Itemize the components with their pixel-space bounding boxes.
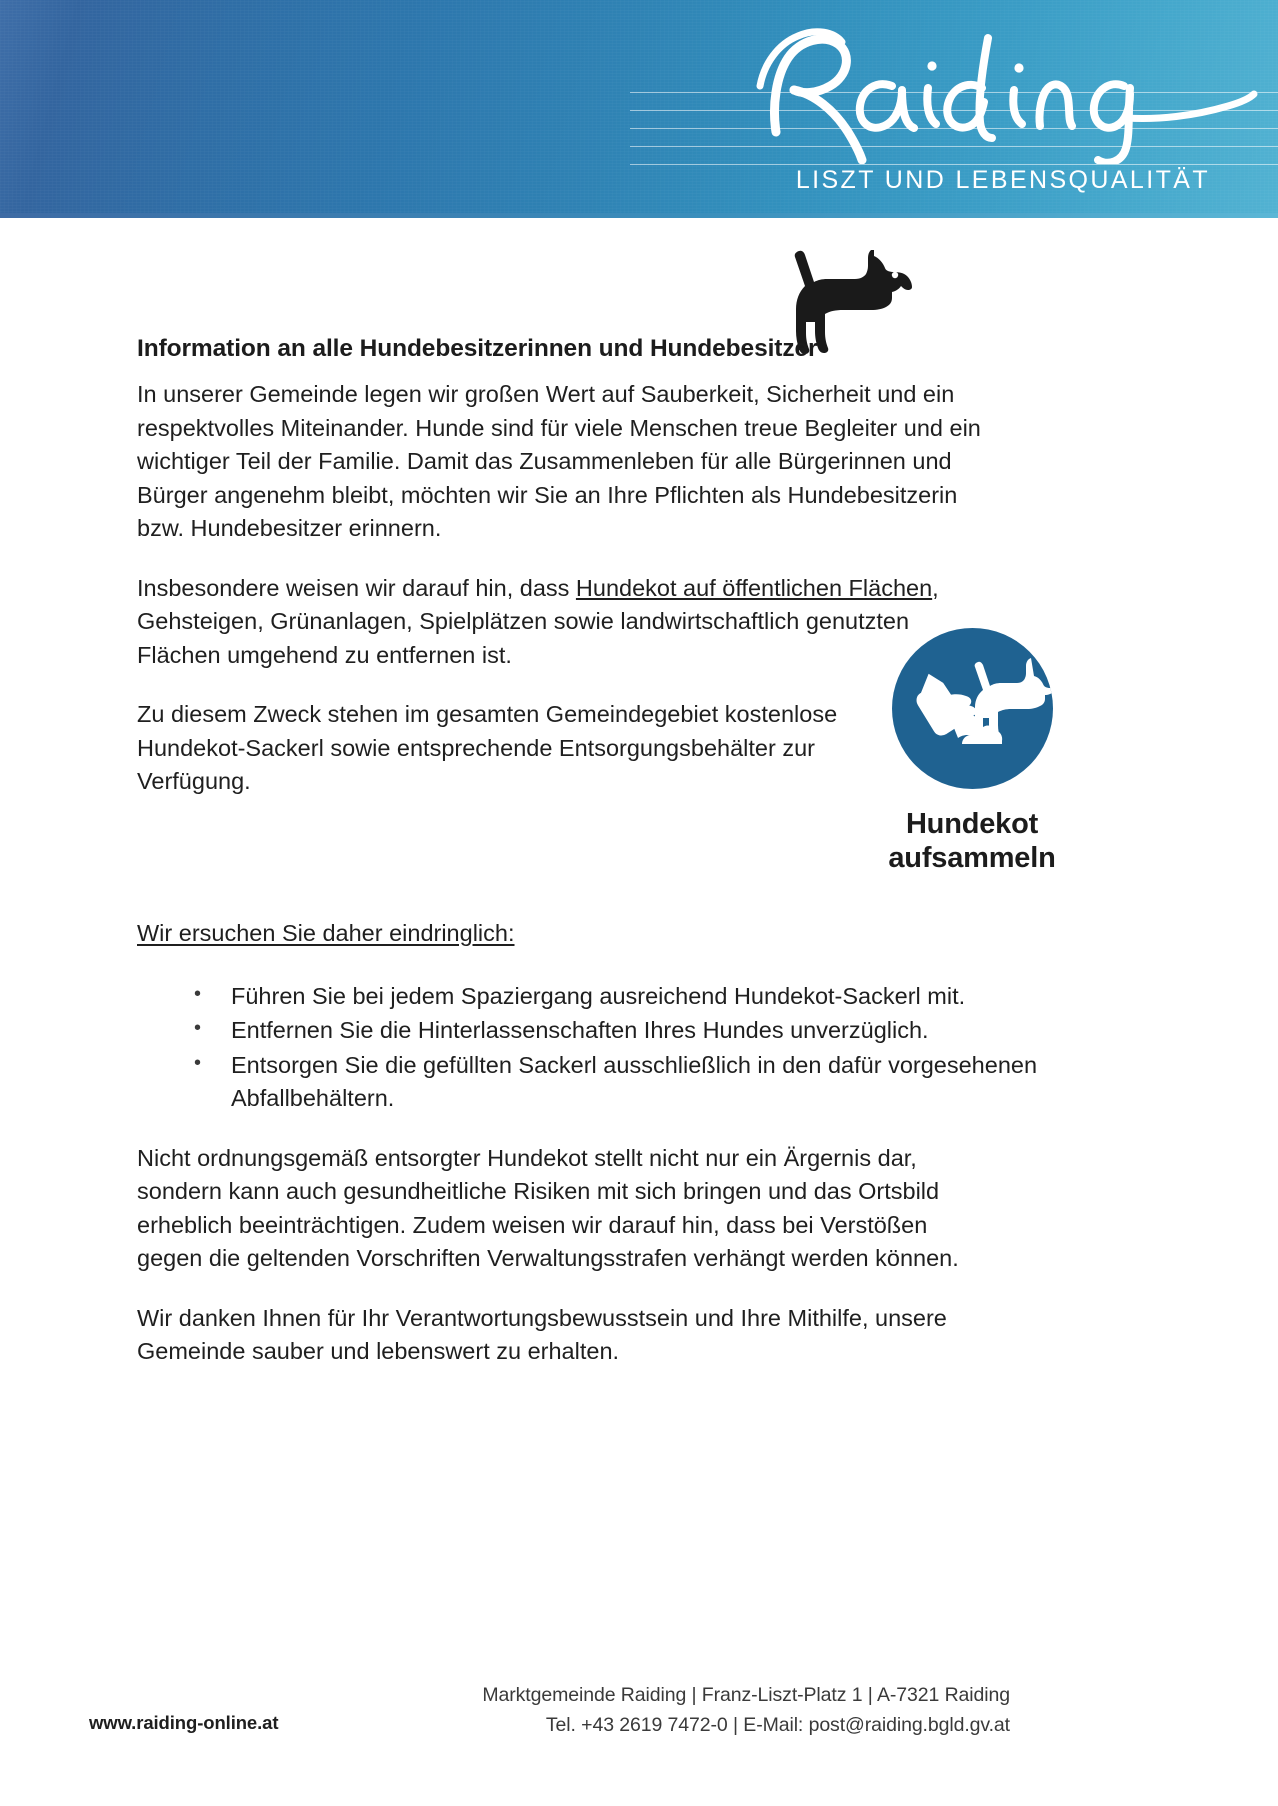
request-list bbox=[137, 980, 1074, 1116]
paragraph-bags-available: Zu diesem Zweck stehen im gesamten Gemeindegebiet kostenlose Hundekot-Sackerl sowie entsprechende Entsorgungsbehälter zur Verfügung. bbox=[137, 701, 838, 794]
list-item: • Führen Sie bei jedem Spaziergang ausreichend Hundekot-Sackerl mit. bbox=[194, 980, 1074, 1014]
paragraph-obligation-before: Insbesondere weisen wir darauf hin, dass bbox=[137, 574, 576, 601]
paragraph-penalties: Nicht ordnungsgemäß entsorgter Hundekot stellt nicht nur ein Ärgernis dar, sondern kann auch gesundheitliche Risiken mit sich bringen und das Ortsbild erheblich beeinträchtigen. Zudem weisen wir darauf hin, dass bei Verstößen gegen die geltenden Vorschriften Verwaltungsstrafen verhängt werden können. bbox=[137, 1144, 959, 1271]
raiding-logo bbox=[742, 14, 1262, 204]
request-heading: Wir ersuchen Sie daher eindringlich: bbox=[137, 919, 515, 946]
page-footer bbox=[0, 1674, 1278, 1754]
paragraph-obligation-underlined: Hundekot auf öffentlichen Flächen bbox=[575, 574, 933, 601]
header-banner bbox=[0, 0, 1278, 218]
paragraph-thanks: Wir danken Ihnen für Ihr Verantwortungsbewusstsein und Ihre Mithilfe, unsere Gemeinde sauber und lebenswert zu erhalten. bbox=[137, 1304, 947, 1364]
page-title: Information an alle Hundebesitzerinnen und Hundebesitzer bbox=[137, 335, 818, 362]
sign-caption-line2: aufsammeln bbox=[888, 842, 1056, 874]
document-page bbox=[0, 218, 1278, 1806]
footer-contact-block bbox=[482, 1680, 1010, 1740]
footer-website[interactable]: www.raiding-online.at bbox=[89, 1712, 279, 1733]
footer-address-line: Marktgemeinde Raiding | Franz-Liszt-Platz 1 | A-7321 Raiding bbox=[482, 1684, 1010, 1706]
paragraph-obligation-after: , Gehsteigen, Grünanlagen, Spielplätzen sowie landwirtschaftlich genutzten Flächen umgehend zu entfernen ist. bbox=[137, 574, 939, 668]
sign-caption-line1: Hundekot bbox=[905, 808, 1039, 840]
paragraph-obligation bbox=[137, 572, 982, 673]
paragraph-intro: In unserer Gemeinde legen wir großen Wert auf Sauberkeit, Sicherheit und ein respektvolles Miteinander. Hunde sind für viele Menschen treue Begleiter und ein wichtiger Teil der Familie. Damit das Zusammenleben für alle Bürgerinnen und Bürger angenehm bleibt, möchten wir Sie an Ihre Pflichten als Hundebesitzerin bzw. Hundebesitzer erinnern. bbox=[137, 381, 981, 541]
document-content bbox=[137, 378, 1112, 1395]
list-item: • Entfernen Sie die Hinterlassenschaften Ihres Hundes unverzüglich. bbox=[194, 1014, 1074, 1048]
logo-tagline: LISZT UND LEBENSQUALITÄT bbox=[795, 166, 1210, 194]
footer-contact-line: Tel. +43 2619 7472-0 | E-Mail: post@raiding.bgld.gv.at bbox=[545, 1714, 1010, 1736]
list-item: • Entsorgen Sie die gefüllten Sackerl ausschließlich in den dafür vorgesehenen Abfallbehältern. bbox=[194, 1049, 1074, 1116]
raiding-script-logo-icon bbox=[742, 14, 1262, 164]
